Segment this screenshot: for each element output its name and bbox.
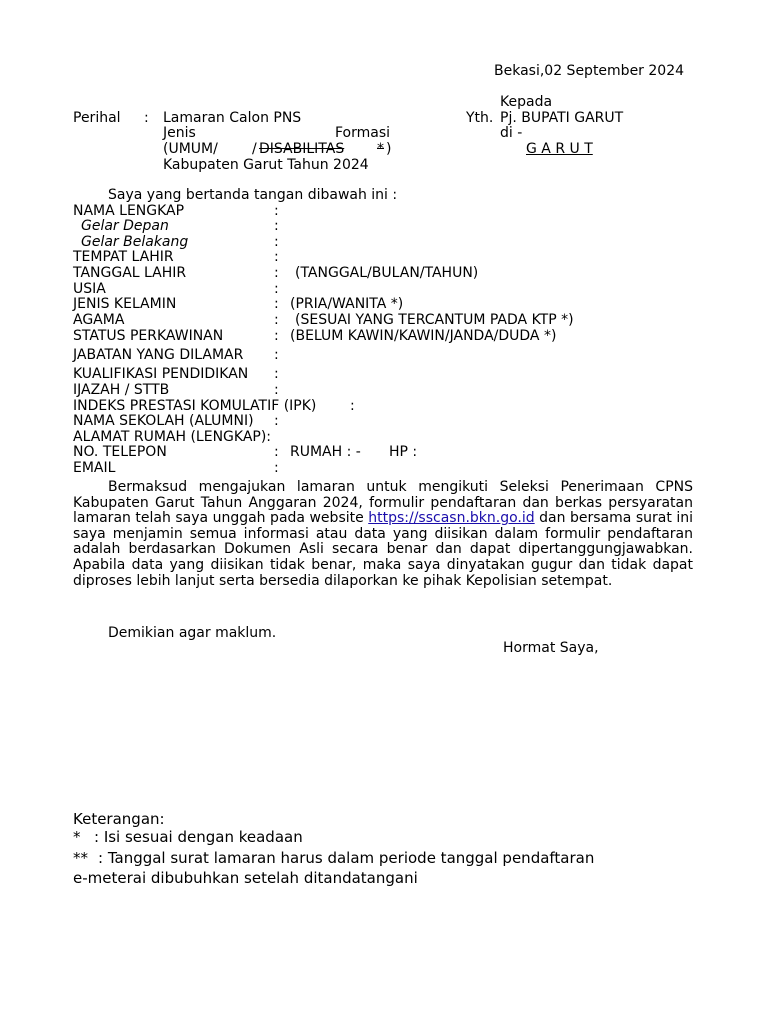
field-colon: : [274, 347, 279, 363]
field-colon: : [274, 218, 279, 234]
subject-star: * [377, 141, 384, 157]
field-hp: HP : [389, 444, 418, 460]
field-hint-tanggal-lahir: (TANGGAL/BULAN/TAHUN) [295, 265, 479, 281]
notes-title: Keterangan: [73, 810, 165, 828]
note2-text: : Tanggal surat lamaran harus dalam periode tanggal pendaftaran [98, 849, 595, 867]
field-colon: : [274, 312, 279, 328]
sscasn-link[interactable]: https://sscasn.bkn.go.id [368, 510, 535, 527]
subject-label: Perihal [73, 110, 121, 126]
subject-colon: : [144, 110, 149, 126]
subject-disabilitas [259, 141, 385, 157]
signoff-text: Hormat Saya, [503, 640, 599, 656]
note1-mark: * [73, 828, 81, 846]
field-label-status: STATUS PERKAWINAN [73, 328, 224, 344]
note2-mark: ** [73, 849, 88, 867]
field-label-tempat-lahir: TEMPAT LAHIR [73, 249, 174, 265]
recipient-yth: Yth. [466, 110, 494, 126]
recipient-kepada: Kepada [500, 94, 553, 110]
field-colon: : [274, 460, 279, 476]
closing-text: Demikian agar maklum. [108, 625, 277, 641]
field-label-telepon: NO. TELEPON [73, 444, 167, 460]
subject-line1: Lamaran Calon PNS [163, 110, 302, 126]
recipient-city: G A R U T [526, 141, 593, 157]
body-paragraph [73, 480, 693, 589]
field-colon: : [274, 203, 279, 219]
field-label-kualifikasi: KUALIFIKASI PENDIDIKAN [73, 366, 249, 382]
field-colon: : [274, 444, 279, 460]
field-hint-agama: (SESUAI YANG TERCANTUM PADA KTP *) [295, 312, 574, 328]
field-hint-jenis-kelamin: (PRIA/WANITA *) [290, 296, 404, 312]
body-text-2: dan bersama surat ini saya menjamin semua informasi atau data yang diisikan dalam formulir pendaftaran adalah berdasarkan Dokumen Asli secara benar dan dapat dipertanggungjawabkan. Apabila data yang diisikan tidak benar, maka saya dinyatakan gugur dan tidak dapat diproses lebih lanjut serta bersedia dilaporkan ke pihak Kepolisian setempat. [73, 510, 693, 589]
subject-formasi: Formasi [335, 125, 391, 141]
field-colon: : [274, 366, 279, 382]
field-label-email: EMAIL [73, 460, 116, 476]
field-colon: : [274, 296, 279, 312]
subject-line4: Kabupaten Garut Tahun 2024 [163, 157, 369, 173]
field-label-sekolah: NAMA SEKOLAH (ALUMNI) [73, 413, 254, 429]
field-colon: : [274, 249, 279, 265]
subject-umum: (UMUM/ [163, 141, 218, 157]
field-colon: : [274, 328, 279, 344]
field-colon: : [274, 413, 279, 429]
recipient-name: Pj. BUPATI GARUT [500, 110, 624, 126]
letter-date: Bekasi,02 September 2024 [494, 63, 685, 79]
subject-jenis: Jenis [163, 125, 196, 141]
field-label-ijazah: IJAZAH / STTB [73, 382, 170, 398]
field-colon: : [350, 398, 355, 414]
field-hint-status: (BELUM KAWIN/KAWIN/JANDA/DUDA *) [290, 328, 557, 344]
field-label-jenis-kelamin: JENIS KELAMIN [73, 296, 177, 312]
subject-disabilitas-text: DISABILITAS [259, 141, 345, 157]
field-colon: : [274, 382, 279, 398]
field-colon: : [274, 265, 279, 281]
field-label-ipk: INDEKS PRESTASI KOMULATIF (IPK) [73, 398, 317, 414]
field-label-gelar-belakang: Gelar Belakang [81, 234, 189, 250]
field-label-usia: USIA [73, 281, 106, 297]
field-label-jabatan: JABATAN YANG DILAMAR [73, 347, 244, 363]
subject-close: ) [386, 141, 392, 157]
field-rumah: RUMAH : - [290, 444, 361, 460]
body-text-1: Bermaksud mengajukan lamaran untuk mengikuti Seleksi Penerimaan CPNS Kabupaten Garut Tahun Anggaran 2024, formulir pendaftaran dan berkas persyaratan lamaran telah saya unggah pada website [73, 479, 693, 527]
note3-text: e-meterai dibubuhkan setelah ditandatangani [73, 869, 418, 887]
field-label-nama: NAMA LENGKAP [73, 203, 185, 219]
field-colon: : [274, 281, 279, 297]
field-label-agama: AGAMA [73, 312, 125, 328]
note1-text: : Isi sesuai dengan keadaan [94, 828, 303, 846]
field-colon: : [274, 234, 279, 250]
intro-text: Saya yang bertanda tangan dibawah ini : [108, 187, 398, 203]
recipient-di: di - [500, 125, 523, 141]
field-label-tanggal-lahir: TANGGAL LAHIR [73, 265, 187, 281]
field-label-gelar-depan: Gelar Depan [81, 218, 169, 234]
subject-slash: / [252, 141, 257, 157]
field-label-alamat: ALAMAT RUMAH (LENGKAP): [73, 429, 272, 445]
